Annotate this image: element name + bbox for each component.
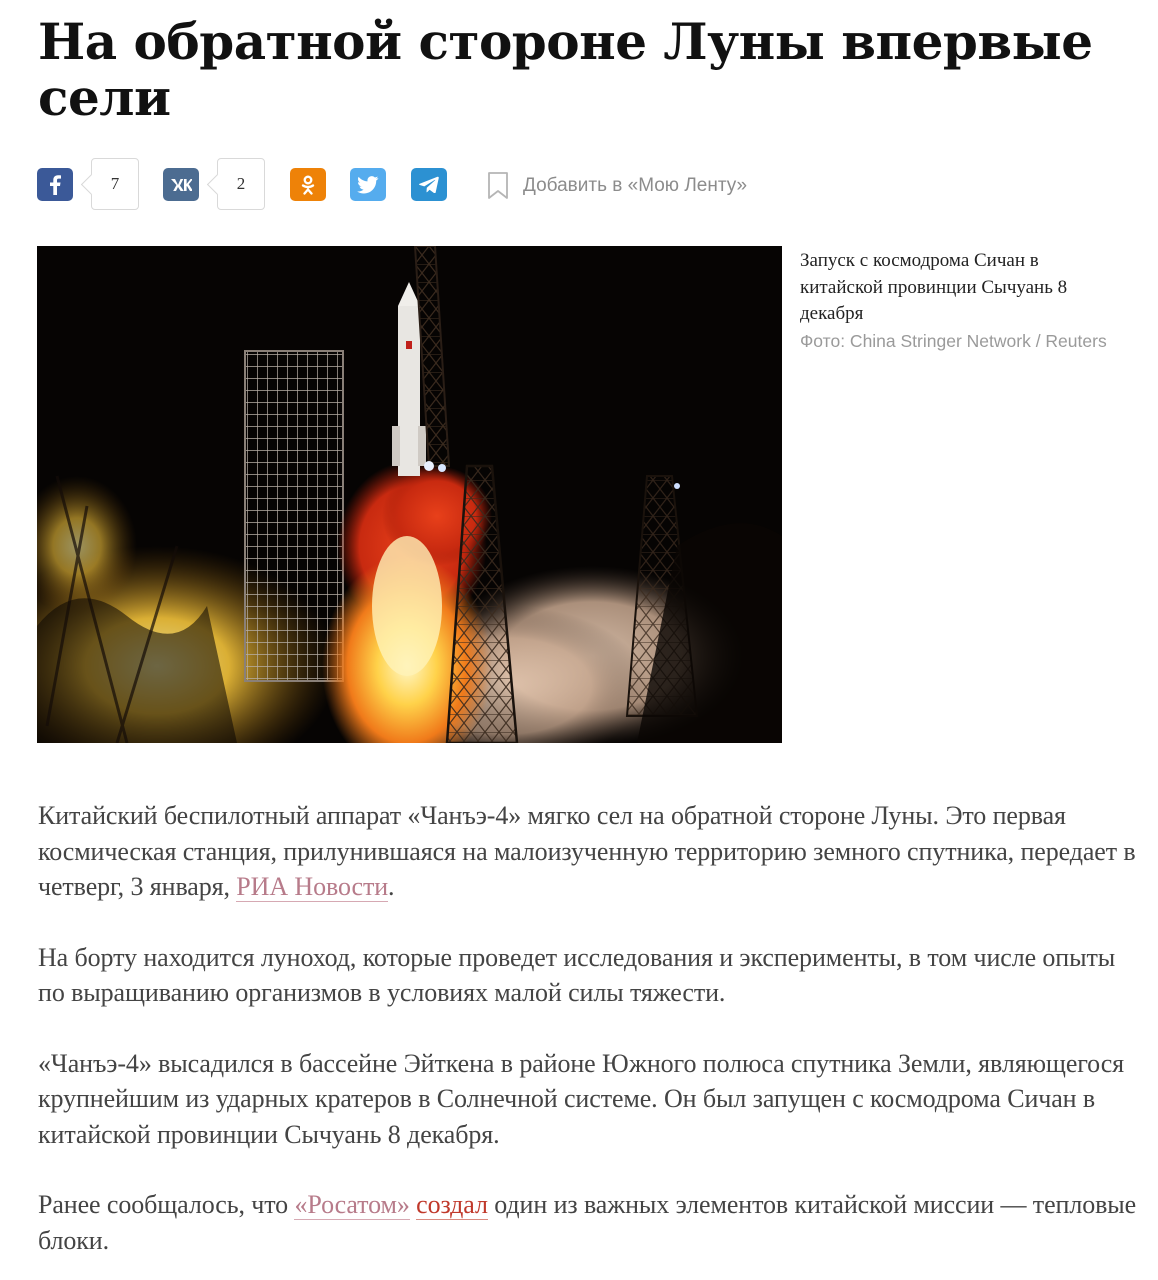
facebook-share-button[interactable] (37, 168, 73, 201)
facebook-icon (49, 175, 61, 195)
paragraph-3: «Чанъэ-4» высадился в бассейне Эйткена в районе Южного полюса спутника Земли, являющегося крупнейшим из ударных кратеров в Солнечной системе. Он был запущен с космодрома Сичан в китайской провинции Сычуань 8 декабря. (38, 1048, 1125, 1149)
odnoklassniki-share-button[interactable] (290, 168, 326, 201)
photo-caption-text: Запуск с космодрома Сичан в китайской провинции Сычуань 8 декабря (800, 250, 1068, 324)
ria-novosti-link[interactable]: РИА Новости (236, 872, 389, 901)
twitter-icon (357, 176, 379, 194)
paragraph-4: Ранее сообщалось, что «Росатом» создал один из важных элементов китайской миссии — тепловые блоки. (38, 1190, 1137, 1255)
article-photo (37, 246, 782, 743)
article-title: На обратной стороне Луны впервые сели (38, 12, 1093, 127)
paragraph-2: На борту находится луноход, которые проведет исследования и эксперименты, в том числе опыты по выращиванию организмов в условиях малой силы тяжести. (38, 942, 1116, 1007)
add-to-my-feed-label: Добавить в «Мою Ленту» (523, 175, 748, 196)
vk-share-count: 2 (217, 158, 265, 210)
odnoklassniki-icon (301, 175, 315, 195)
paragraph-1: Китайский беспилотный аппарат «Чанъэ-4» мягко сел на обратной стороне Луны. Это первая космическая станция, прилунившаяся на малоизученную территорию земного спутника, передает в четверг, 3 января, РИА Новости. (38, 801, 1136, 901)
vk-share-button[interactable] (163, 168, 199, 201)
facebook-share-count: 7 (91, 158, 139, 210)
telegram-icon (419, 176, 439, 193)
article-body (38, 798, 1138, 1280)
rosatom-link[interactable]: «Росатом» (294, 1190, 410, 1219)
share-bar (37, 158, 837, 212)
add-to-my-feed-button[interactable] (487, 172, 747, 200)
vk-icon (170, 178, 192, 192)
telegram-share-button[interactable] (411, 168, 447, 201)
photo-caption (800, 248, 1120, 354)
created-link[interactable]: создал (416, 1190, 488, 1219)
photo-credit: Фото: China Stringer Network / Reuters (800, 330, 1107, 351)
bookmark-icon (487, 172, 509, 200)
twitter-share-button[interactable] (350, 168, 386, 201)
